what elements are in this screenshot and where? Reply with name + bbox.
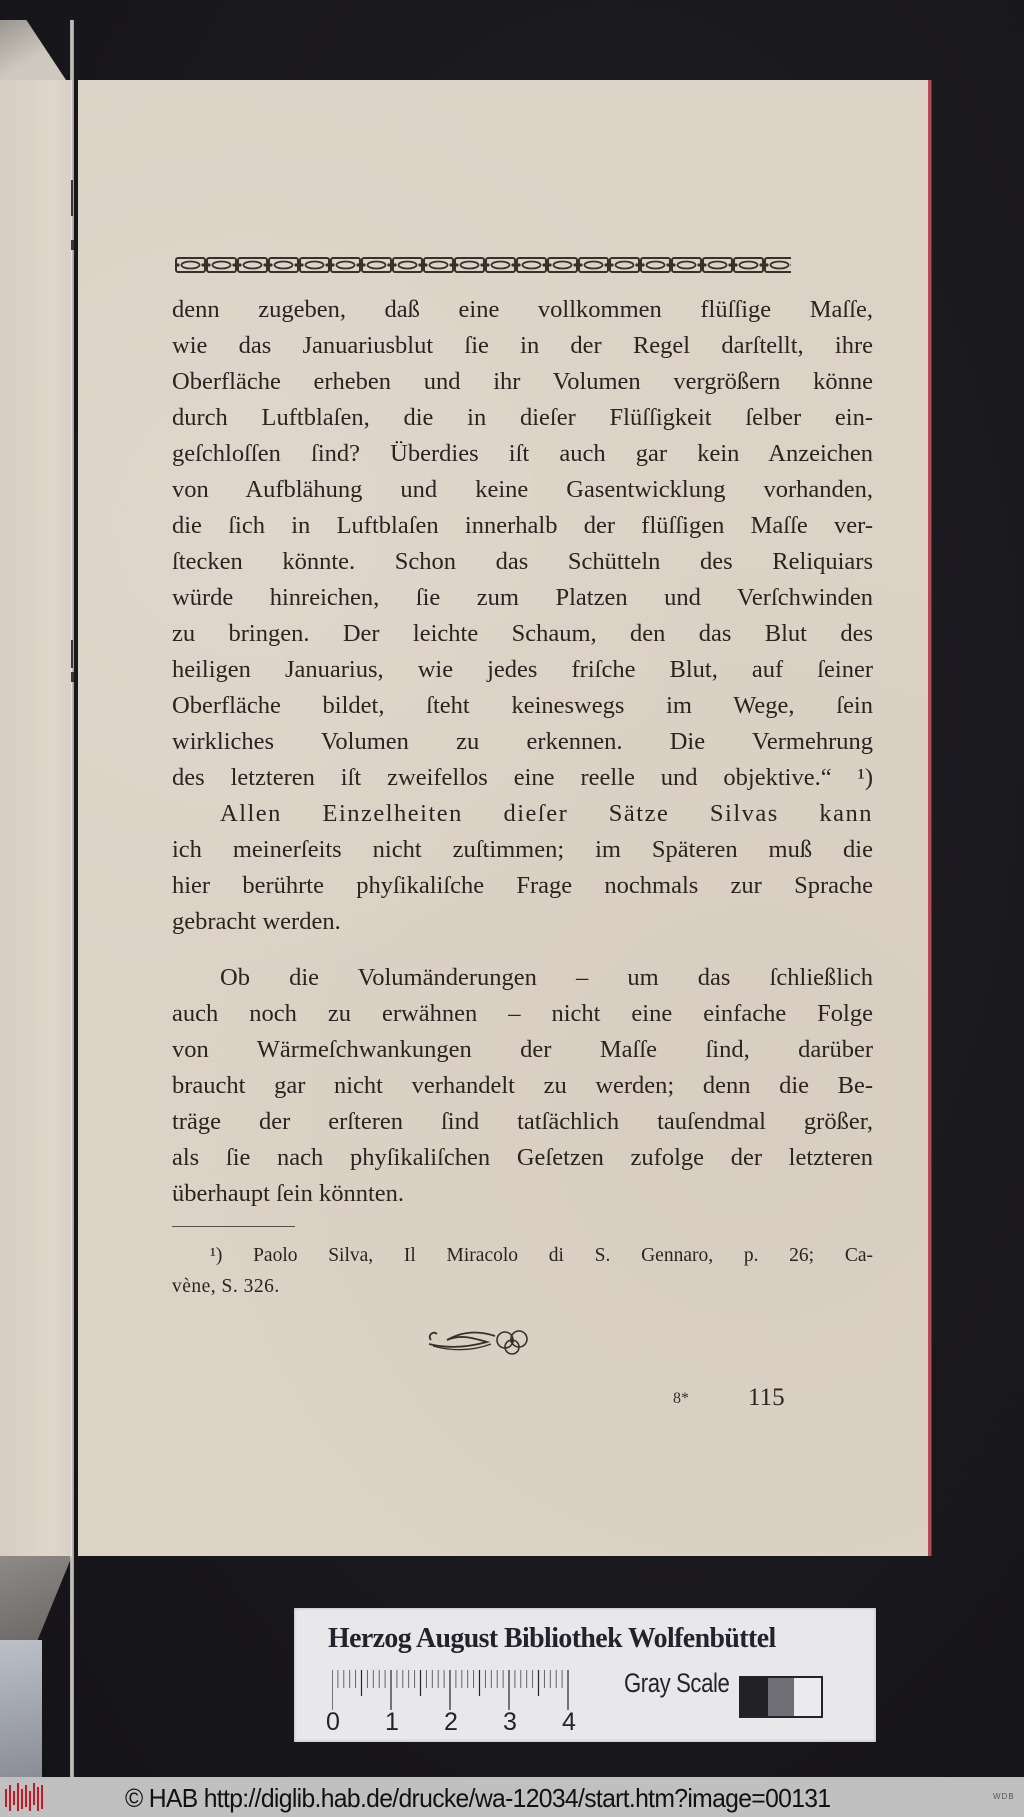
text-line: hier berührte phyſikaliſche Frage nochmals zur Sprache [172,872,873,899]
gutter-mark [71,180,73,216]
text-line: wie das Januariusblut ſie in der Regel darſtellt, ihre [172,332,873,359]
text-line: die ſich in Luftblaſen innerhalb der flüſſigen Maſſe ver- [172,512,873,539]
text-line: denn zugeben, daß eine vollkommen flüſſige Maſſe, [172,296,873,323]
facing-page-edge [0,80,72,1556]
footnote-line: vène, S. 326. [172,1276,280,1297]
text-line: Allen Einzelheiten dieſer Sätze Silvas kann [220,800,873,827]
library-color-card [294,1608,876,1742]
ruler-label: 3 [503,1708,517,1736]
book-page [78,80,931,1556]
gutter-mark [71,640,73,668]
paragraph-gap [172,940,873,960]
ruler-label: 1 [385,1708,399,1736]
grayscale-swatch [739,1676,823,1718]
book-gutter [70,20,74,1777]
footnote [172,1240,873,1302]
ruler-label: 0 [326,1708,340,1736]
footnote-line: ¹) Paolo Silva, Il Miracolo di S. Gennaro, p. 26; Ca- [210,1245,873,1266]
gutter-mark [71,672,74,682]
paragraph [172,960,873,1212]
body-text [172,292,873,1212]
copyright-link[interactable]: © HAB http://diglib.hab.de/drucke/wa-12034/start.htm?image=00131 [125,1783,831,1813]
text-line: geſchloſſen ſind? Überdies iſt auch gar kein Anzeichen [172,440,873,467]
header-ornament-icon [175,256,791,274]
text-line: überhaupt ſein könnten. [172,1180,405,1207]
text-line: würde hinreichen, ſie zum Platzen und Verſchwinden [172,584,873,611]
text-line: auch noch zu erwähnen – nicht eine einfache Folge [172,1000,873,1027]
swatch-black [741,1678,768,1716]
floral-tailpiece-icon [425,1326,535,1356]
footer-bar [0,1777,1024,1817]
facing-page-lower-edge [0,1640,42,1777]
text-line: Ob die Volumänderungen – um das ſchließlich [220,964,873,991]
gutter-mark [71,240,74,250]
footnote-divider [172,1226,295,1227]
text-line: von Aufblähung und keine Gasentwicklung vorhanden, [172,476,873,503]
text-line: wirkliches Volumen zu erkennen. Die Vermehrung [172,728,873,755]
ruler-label: 2 [444,1708,458,1736]
text-line: ſtecken könnte. Schon das Schütteln des Reliquiars [172,548,873,575]
text-line: durch Luftblaſen, die in dieſer Flüſſigkeit ſelber ein- [172,404,873,431]
ruler-label: 4 [562,1708,576,1736]
text-line: braucht gar nicht verhandelt zu werden; denn die Be- [172,1072,873,1099]
swatch-gray [768,1678,795,1716]
corner-mark: WDB [993,1792,1015,1801]
text-line: als ſie nach phyſikaliſchen Geſetzen zufolge der letzteren [172,1144,873,1171]
text-line: ich meinerſeits nicht zuſtimmen; im Späteren muß die [172,836,873,863]
swatch-white [794,1678,821,1716]
text-line: zu bringen. Der leichte Schaum, den das Blut des [172,620,873,647]
text-line: heiligen Januarius, wie jedes friſche Blut, auf ſeiner [172,656,873,683]
paragraph [172,292,873,796]
text-line: träge der erſteren ſind tatſächlich tauſendmal größer, [172,1108,873,1135]
text-line: von Wärmeſchwankungen der Maſſe ſind, darüber [172,1036,873,1063]
page-number: 115 [748,1384,785,1411]
text-line-footnote-ref: des letzteren iſt zweifellos eine reelle und objektive.“ ¹) [172,764,873,791]
ruler-scale-icon [332,1670,622,1718]
hab-logo-icon[interactable] [4,1781,44,1813]
signature-mark: 8* [673,1390,689,1407]
paragraph [172,796,873,940]
text-line: gebracht werden. [172,908,341,935]
library-name: Herzog August Bibliothek Wolfenbüttel [328,1622,776,1654]
grayscale-label: Gray Scale [624,1668,730,1698]
text-line: Oberfläche erheben und ihr Volumen vergrößern könne [172,368,873,395]
text-line: Oberfläche bildet, ſteht keineswegs im Wege, ſein [172,692,873,719]
